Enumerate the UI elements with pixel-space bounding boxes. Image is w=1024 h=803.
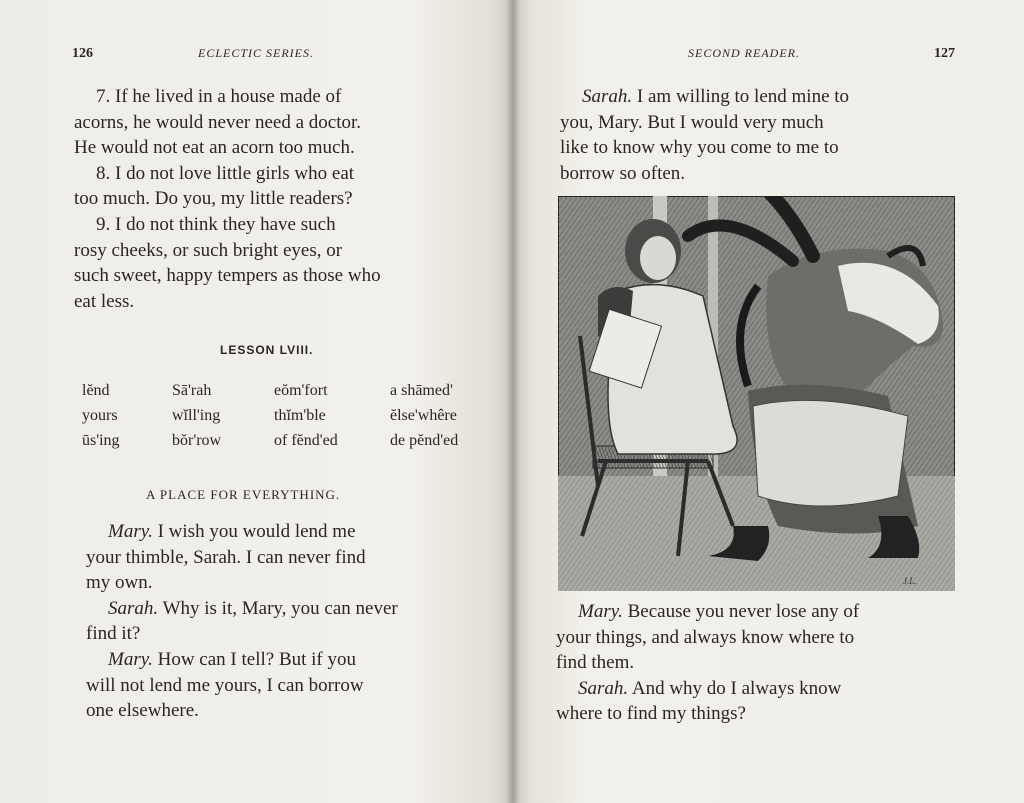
right-dialogue-bottom [556, 599, 954, 727]
vocab-word: Sā'rah [172, 382, 212, 399]
text-line: Because you never lose any of [627, 601, 860, 622]
text-line: will not lend me yours, I can borrow [86, 674, 364, 696]
lesson-heading: LESSON LVIII. [220, 343, 314, 357]
text-line: my own. [86, 572, 153, 594]
vocab-word: bŏr'row [172, 432, 222, 449]
vocab-word: de pĕnd'ed [390, 432, 459, 449]
left-page-number: 126 [72, 46, 93, 61]
book-gutter [506, 0, 520, 803]
right-page-number: 127 [934, 46, 955, 61]
speaker-name: Mary. [108, 521, 153, 542]
text-line: your thimble, Sarah. I can never find [86, 546, 366, 568]
speaker-name: Sarah. [108, 597, 159, 619]
left-dialogue [86, 519, 479, 724]
text-line: borrow so often. [560, 162, 686, 184]
right-dialogue-top [560, 84, 957, 186]
text-line: How can I tell? But if you [157, 648, 357, 670]
illustration-signature: J.L. [903, 576, 917, 586]
vocab-word: yours [82, 407, 118, 424]
vocab-column [172, 378, 221, 453]
text-line: such sweet, happy tempers as those who [74, 265, 381, 287]
left-running-head: ECLECTIC SERIES. [198, 46, 315, 60]
text-line: 8. I do not love little girls who eat [96, 162, 355, 184]
vocab-word: lĕnd [82, 382, 110, 399]
text-line: I am willing to lend mine to [636, 86, 850, 107]
text-line: 9. I do not think they have such [96, 213, 336, 235]
left-numbered-paragraphs [74, 84, 467, 314]
right-running-head: SECOND READER. [688, 46, 800, 60]
text-line: And why do I always know [631, 677, 842, 699]
vocab-column [274, 378, 338, 453]
vocab-column [390, 378, 458, 453]
speaker-name: Mary. [108, 648, 153, 670]
text-line: I wish you would lend me [157, 521, 356, 542]
text-line: find it? [86, 623, 141, 645]
speaker-name: Sarah. [578, 677, 629, 699]
vocab-word: ĕlse'whêre [390, 407, 457, 424]
text-line: acorns, he would never need a doctor. [74, 111, 362, 133]
vocab-word: ūs'ing [82, 432, 120, 449]
story-title: A PLACE FOR EVERYTHING. [146, 487, 341, 502]
text-line: one elsewhere. [86, 700, 199, 722]
text-line: 7. If he lived in a house made of [96, 86, 342, 107]
vocab-word: a shāmed' [390, 382, 453, 399]
text-line: rosy cheeks, or such bright eyes, or [74, 239, 343, 261]
vocab-word: thĭm'ble [274, 407, 326, 424]
text-line: where to find my things? [556, 703, 746, 725]
vocab-word: eŏm'fort [274, 382, 328, 399]
text-line: find them. [556, 652, 635, 674]
vocab-word: wĭll'ing [172, 407, 221, 424]
vocab-word: of fĕnd'ed [274, 432, 338, 449]
vocab-column [82, 378, 120, 453]
text-line: Why is it, Mary, you can never [162, 597, 398, 619]
text-line: you, Mary. But I would very much [560, 111, 824, 133]
speaker-name: Mary. [578, 601, 623, 622]
text-line: too much. Do you, my little readers? [74, 188, 353, 210]
speaker-name: Sarah. [582, 86, 633, 107]
illustration-girl-and-goat [558, 196, 955, 591]
text-line: eat less. [74, 290, 135, 312]
text-line: like to know why you come to me to [560, 137, 839, 159]
text-line: your things, and always know where to [556, 626, 855, 648]
text-line: He would not eat an acorn too much. [74, 137, 355, 159]
